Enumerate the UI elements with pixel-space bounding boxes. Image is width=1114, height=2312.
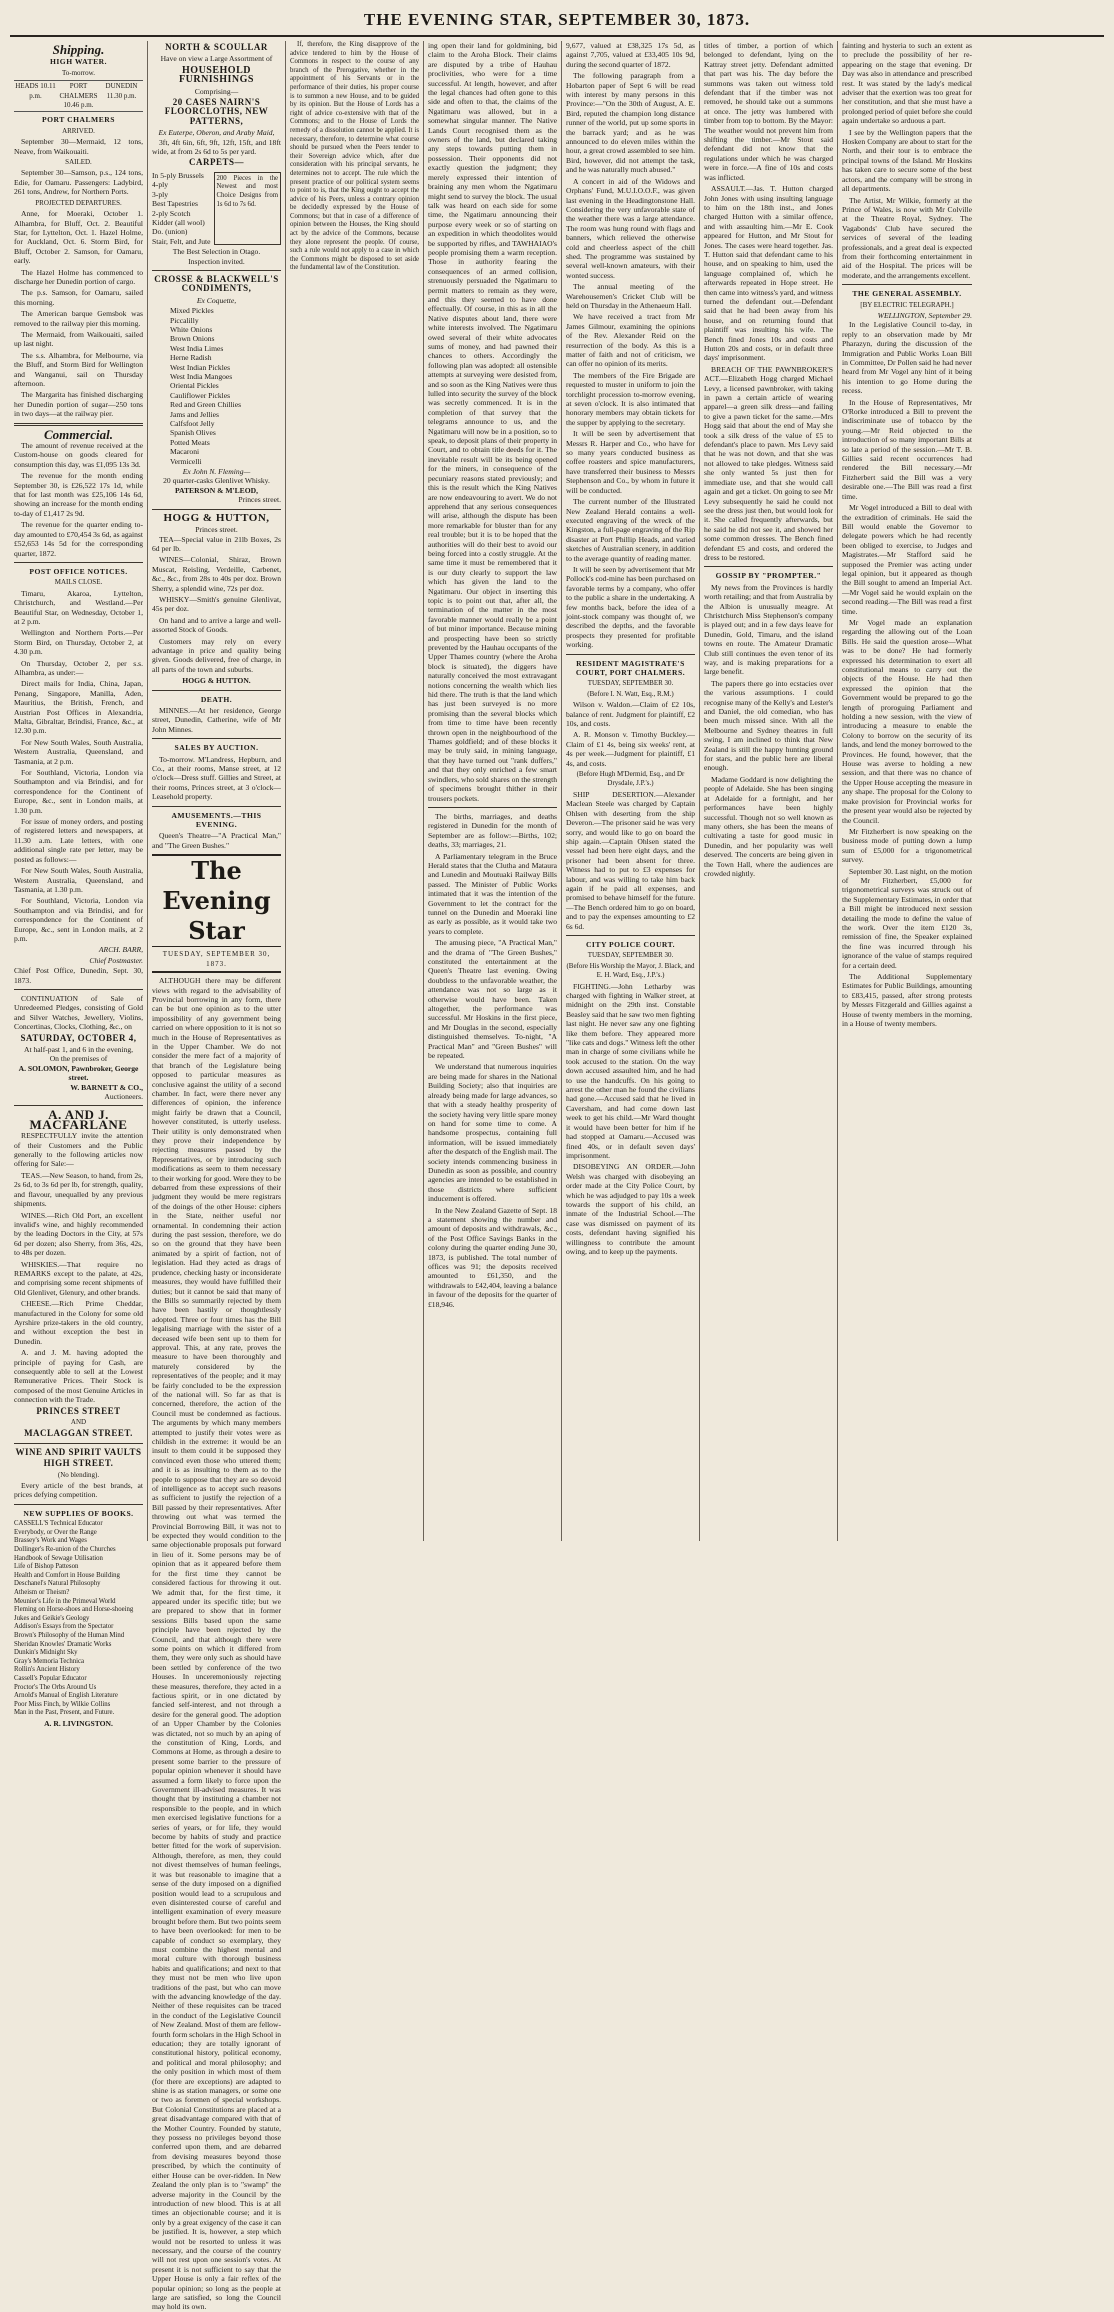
north-scoullar-intro: Have on view a Large Assortment of: [160, 54, 273, 64]
rm-court-para: A. R. Monson v. Timothy Buckley.—Claim of £1 4s, being six weeks' rent, at 4s per week.—Judgment for plaintiff, £1 4s, and costs.: [566, 730, 695, 768]
col5-para: We have received a tract from Mr James Gilmour, examining the opinions of the Rev. Alexander Reid on the resurrection of the body. As this is a matter of faith and not of criticism, we can offer no opinion of its merits.: [566, 312, 695, 369]
commercial-para: The amount of revenue received at the Custom-house on goods cleared for consumption this day, was £1,095 13s 3d.: [14, 441, 143, 469]
sale-location: A. SOLOMON, Pawnbroker, George street.: [18, 1063, 139, 1083]
amusements-heading: AMUSEMENTS.—THIS EVENING.: [171, 810, 262, 830]
assembly-para: Mr Vogel introduced a Bill to deal with the extradition of criminals. He said the Bill would enable the Governor to delegate powers which he had recently been obliged to exercise, to Judges and Magistrates.—Mr Stafford said he supposed the Premier was acting under legal opinion, but it appeared as though the Bill sought to amend an Imperial Act.—Mr Vogel said he would explain on the second reading.—The Bill was read a first time.: [842, 503, 972, 616]
gossip-para: My news from the Provinces is hardly worth retailing; and that from Australia by the Albion is unusually meagre. At Christchurch Miss Stephenson's company is played out; and in a few days leave for Dunedin, Gold, Timaru, and the island towns en route. The Amateur Dramatic Club still continues the even tenor of its way, and is making preparations for a large benefit.: [704, 582, 833, 677]
macfarlane-intro: RESPECTFULLY invite the attention of their Customers and the Public generally to the following articles now offering for Sale:—: [14, 1131, 143, 1169]
shipping-note: The s.s. Alhambra, for Melbourne, via the Bluff, and Storm Bird for Wellington and Wanganui, sail on Thursday afternoon.: [14, 350, 143, 388]
carpets-note: 200 Pieces in the Newest and most Choice Designs from 1s 6d to 7s 6d.: [214, 172, 282, 245]
gossip-para: Madame Goddard is now delighting the people of Adelaide. She has been singing at Adelaide for a fortnight, and her performances have been highly successful. Though not so well known as many others, she has been the means of cultivating a taste for good music in Dunedin, and her popularity was well deserved. The concerts are being given in the Town Hall, where the audiences are crowded nightly.: [704, 774, 833, 878]
commercial-heading: Commercial.: [44, 426, 113, 442]
book-item: Proctor's The Orbs Around Us: [14, 1683, 97, 1691]
col4-para: A Parliamentary telegram in the Bruce Herald states that the Clutha and Mataura and Lunedin and Moutuaki Railway Bills passed. The Minister of Public Works intimated that it was the intention of the Government to let the contract for the tunnel on the Dunedin and Moeraki line as early as possible, as it would take two years to complete.: [428, 851, 557, 936]
macfarlane-close: A. and J. M. having adopted the principle of paying for Cash, are consequently able to sell at the Lowest Remunerative Prices. Their Stock is composed of the most Genuine Articles in connection with the Trade.: [14, 1348, 143, 1405]
crosse-street: Princes street.: [238, 495, 281, 505]
macfarlane-item: WHISKIES.—That require no REMARKS except to the palate, at 42s, and comprising some recent shipments of Old Glenlivet, Glenury, and other brands.: [14, 1259, 143, 1297]
shipping-note: The Mermaid, from Waikouaiti, sailed up last night.: [14, 329, 143, 349]
macfarlane-item: TEAS.—New Season, to hand, from 2s, 2s 6d, to 3s 6d per lb, for strength, quality, and flavour, unequalled by any previous shipments.: [14, 1170, 143, 1209]
carpet-item: Stair, Felt, and Jute: [152, 236, 211, 246]
crosse-item: Vermicelli: [170, 456, 202, 466]
hogg-para: WHISKY—Smith's genuine Glenlivat, 45s per doz.: [152, 594, 281, 614]
post-para: Direct mails for India, China, Japan, Penang, Singapore, Manilla, Aden, Mauritius, the British, French, and Austrian Post Offices in Alexandria, Malta, Gibraltar, Brindisi, France, &c., at 12.30 p.m.: [14, 679, 143, 736]
divider: [152, 690, 281, 691]
book-item: Meunier's Life in the Primeval World: [14, 1597, 116, 1605]
book-item: Rollin's Ancient History: [14, 1666, 80, 1674]
crosse-list: [152, 306, 281, 466]
divider: [704, 566, 833, 567]
sailed-text: September 30—Samson, p.s., 124 tons, Edie, for Oamaru. Passengers: Ladybird, 261 tons, Andrew, for Northern Ports.: [14, 168, 143, 197]
macfarlane-item: CHEESE.—Rich Prime Cheddar, manufactured in the Colony for some old Ayrshire prize-takers in the old country, and without exception the best in Dunedin.: [14, 1299, 143, 1346]
commercial-para: The revenue for the month ending September 30, is £26,522 17s 1d, while that for last month was £25,106 14s 6d, showing an increase for the month ending to-day of £1,417 2s 9d.: [14, 471, 143, 518]
col4-para: We understand that numerous inquiries are being made for shares in the National Building Society; also that inquiries are already being made for large advances, so that with a steady healthy prosperity of the society having very little spare money on hand for some time to come. A handsome prospectus, containing full information, will be issued immediately after the despatch of the English mail. The society intends commencing business in Dunedin as soon as possible, and country agencies are intended to be established in those districts where sufficient inducement is offered.: [428, 1062, 557, 1204]
rm-court-before: (Before I. N. Watt, Esq., R.M.): [587, 689, 674, 698]
carpets-block: [152, 170, 281, 247]
carpet-item: 4-ply: [152, 180, 169, 190]
crosse-item: Mixed Pickles: [170, 306, 214, 316]
crosse-item: Spanish Olives: [170, 428, 216, 438]
gossip-heading: GOSSIP BY "PROMPTER.": [715, 571, 822, 581]
arrived-heading: ARRIVED.: [62, 126, 95, 135]
divider: [842, 284, 972, 285]
hogg-signature: HOGG & HUTTON.: [182, 676, 251, 686]
post-para: On Thursday, October 2, per s.s. Alhambra, as under:—: [14, 658, 143, 677]
rm-court-heading: RESIDENT MAGISTRATE'S COURT, PORT CHALMERS.: [575, 658, 686, 677]
book-item: Brassey's Work and Wages: [14, 1537, 87, 1545]
book-item: CASSELL'S Technical Educator: [14, 1520, 103, 1528]
auctioneer-role: Auctioneers.: [104, 1092, 143, 1102]
gossip-para: The papers there go into ecstacies over the various assumptions. I could recognise many of the Kelly's and Lester's and Daniel, the old comedian, who has been much missed since. With all the Melbourne and Sydney theatres in full swing, I am inclined to think that New Zealand is still the happy hunting ground for stars, and the public here are liberal enough.: [704, 678, 833, 773]
police-court-day: TUESDAY, SEPTEMBER 30.: [587, 951, 674, 960]
sizes-line: 3ft, 4ft 6in, 6ft, 9ft, 12ft, 15ft, and 18ft wide, at from 2s 6d to 5s per yard.: [152, 137, 281, 157]
book-item: Handbook of Sewage Utilisation: [14, 1554, 103, 1562]
evening-star-nameplate: The Evening Star: [152, 854, 281, 947]
floorcloths-line: 20 CASES NAIRN'S FLOORCLOTHS, NEW PATTERNS,: [164, 97, 269, 126]
projected-text: Anne, for Moeraki, October 1. Alhambra, for Bluff, Oct. 2. Beautiful Star, for Lyttelton, Oct. 1. Hazel Holme, for Auckland, Oct. 6. Storm Bird, for Bluff, October 2. Samson, for Oamaru, early.: [14, 209, 143, 266]
postmaster-name: ARCH. BARR,: [98, 945, 143, 955]
crosse-item: West India Limes: [170, 343, 224, 353]
divider: [14, 989, 143, 990]
rm-court-para: SHIP DESERTION.—Alexander Maclean Steele was charged by Captain Ohlsen with deserting from the ship Deveron.—The prisoner said he was very sorry, and would like to go on board the ship again.—Captain Ohlsen stated the vessel had been here eight days, and the prisoner had been absent for three. Witness had to put to £3 expenses for labour, and was willing to take him back again if he paid all expenses, and promised to behave himself for the future.—The Bench ordered him to go on board, and to pay the expenses amounting to £2 6s 6d.: [566, 789, 695, 931]
book-item: Brown's Philosophy of the Human Mind: [14, 1632, 125, 1639]
col5-para: The members of the Fire Brigade are requested to muster in uniform to join the torchlight procession to-morrow evening, at seven o'clock. It is also intimated that honorary members may obtain tickets for the supper by applying to the secretary.: [566, 370, 695, 427]
col4-para: ing open their land for goldmining, bid claim to the Aroha Block. Their claims are disputed by a tribe of Hauhau proclivities, who were for a time successful. At length, however, and after the legal chances had often gone to this side and often to that, the claims of the Ngatimaru was allowed, but in a somewhat singular manner. The Native Lands Court recognised them as the owners of the land, but declared taking any steps towards putting them in possession. Their opponents did not exactly question the judgment; they merely expressed their intention of braining any men whom the Ngatimaru might send to survey the block. The usual talk was heard on each side for some time, the Ngatimaru announcing their purpose every week or so of starting on an expedition in which theodolites would be supported by rifles, and TAWHAIAO's people promising them a warm reception. Those in authority fearing the consequences of an armed collision, strenuously persuaded the Ngatimaru to permit matters to remain as they were, and this they seemed to have done effectually. Of course, in this as in all the Native disputes about land, there were white interests involved. The Ngatimaru owed several of their white advocates sums of money, and had pawned their chances to others. Accordingly the following plan was adopted: all ostensible attempts at surveying were desisted from, and so soon as the King Natives were thus lulled into security the survey of the block was secretly commenced. It is in the completion of that survey that the telegrams announce to us, and the Ngatimaru will now be in a position, so to speak, to deposit plans of their property in Court, and to obtain title deeds for it. The inevitable result will be its being opened for the miners, in consequence of the pecuniary reasons stated previously; and this is the result which the King Natives are now endeavouring to avert. We do not apprehend that any serious consequences will arise, although the dispute has been more remarkable for bluster than for any real trouble; but it is to be hoped that the authorities will do their best to avoid our being forced into a costly struggle. At the same time it must be remembered that it is our duty clearly to support the law which has given the land to the Ngatimaru. Our object in inserting this topic is to point out that, after all, the termination of the matter in the most favorable manner would really be a point of but minor importance. Because mining and prospecting have been so strictly prevented by the Hauhau occupants of the Upper Thames country (where the Aroha block is situated), the diggers have naturally conceived the most extravagant notions concerning the wealth which lies hid there. The truth is that the land which has just been surveyed is no more promising than the several blocks which from time to time have been recently thrown open in the neighbourhood of the Thames goldfield; and of these blocks it may be truly said, in mining language, that they have turned out "rank duffers," and that they only enriched a few smart swindlers, who sold shares on the strength of specimens brought thither in their trousers pockets.: [428, 41, 557, 803]
sale-premises: On the premises of: [49, 1054, 108, 1064]
hogg-para: Customers may rely on every advantage in price and quality being given. Goods delivered, free of charge, in all parts of the town and suburbs.: [152, 636, 281, 674]
col6-para: ASSAULT.—Jas. T. Hutton charged John Jones with using insulting language to him on the 18th inst., and Jones charged Hutton with a similar offence, and with assaulting him.—Mr E. Cook appeared for Hutton, and Mr Stout for Jones. The cases were heard together. Jas. T. Hutton said that defendant came to his house, and on speaking to him, used the language complained of, which he afterwards repeated in Hope street. He then came into witness's yard, and witness turned the defendant out.—Defendant said that he had been away from his house, and on returning found that plaintiff was insulting his wife. The Bench fined Jones 10s and costs and Hutton 20s and costs, or in default three days' imprisonment.: [704, 184, 833, 363]
comprising-label: Comprising—: [194, 86, 239, 96]
carpet-item: Kidder (all wool): [152, 217, 205, 227]
column-4: [424, 41, 562, 1541]
column-6: [700, 41, 838, 1541]
princes-street: PRINCES STREET: [36, 1405, 121, 1416]
assembly-para: In the House of Representatives, Mr O'Rorke introduced a Bill to prevent the indiscriminate use of tobacco by the young.—Mr Reid objected to the introduction of so many important Bills at so late a period of the session.—Mr T. B. Gillies said recent occurrences had rendered the Bill necessary.—Mr Fitzherbert said the Bill was a very desirable one.—The Bill was read a first time.: [842, 397, 972, 501]
police-court-heading: CITY POLICE COURT.: [585, 939, 676, 949]
divider: [152, 270, 281, 271]
high-water-heading: HIGH WATER.: [49, 57, 108, 67]
post-para: For Southland, Victoria, London via Southampton and via Brindisi, and for correspondence for the Continent of Europe, &c., sent in London mails, at 1.30 p.m.: [14, 768, 143, 815]
postmaster-title: Chief Postmaster.: [89, 955, 143, 965]
household-furnishings: HOUSEHOLD FURNISHINGS: [179, 64, 254, 86]
tide-dunedin: DUNEDIN 11.30 p.m.: [105, 82, 138, 100]
divider: [14, 1504, 143, 1505]
book-item: Poor Miss Finch, by Wilkie Collins: [14, 1700, 111, 1708]
book-item: Cassell's Popular Educator: [14, 1674, 87, 1682]
divider: [152, 509, 281, 510]
hogg-street: Princes street.: [195, 525, 238, 535]
book-item: Health and Comfort in House Building: [14, 1571, 120, 1579]
post-para: Wellington and Northern Ports.—Per Storm Bird, on Thursday, October 2, at 4.30 p.m.: [14, 628, 143, 657]
post-para: For Southland, Victoria, London via Southampton and via Brindisi, and for correspondence for the Continent of Europe, &c., sent in London mails, at 2 p.m.: [14, 896, 143, 943]
col7-para: I see by the Wellington papers that the Hosken Company are about to start for the North, and their tour is to embrace the principal towns of the Island. Mr Hoskins has taken care to secure some of the best actors, and the company will be strong in all departments.: [842, 127, 972, 194]
post-para: For issue of money orders, and posting of registered letters and newspapers, at 11.30 a.m. Late letters, with one additional single rate per letter, may be posted as follows:—: [14, 817, 143, 864]
carpet-list: [152, 171, 214, 246]
assembly-para: Mr Fitzherbert is now speaking on the business mode of putting down a lump sum of £5,000 for a trigonometrical survey.: [842, 826, 972, 865]
book-item: Man in the Past, Present, and Future.: [14, 1709, 115, 1717]
assembly-subheading: [BY ELECTRIC TELEGRAPH.]: [860, 300, 954, 309]
crosse-title: CROSSE & BLACKWELL'S CONDIMENTS,: [154, 273, 279, 294]
post-office-place: Chief Post Office, Dunedin, Sept. 30, 1873.: [14, 966, 143, 985]
assembly-para: Mr Vogel made an explanation regarding the allowing out of the Loan Bills. He said the question arose—What was to be done? He had formerly expressed his determination to exert all constitutional means to carry out the objects of the House. He had then expressed the opinion that the Government would be prepared to go the length of proroguing Parliament and holding a new session, with the view of introducing a measure to enable the Colony to borrow on the security of its lands, and lend the money borrowed to the Provinces. He found, however, that the House was averse to holding a new session, and that there was no chance of the Upper House accepting the measure in any shape. The proposal for the Colony to make provision for Provincial works for the present year would also be rejected by the Council.: [842, 617, 972, 825]
wine-vaults-note: (No blending).: [57, 1470, 100, 1479]
post-office-heading: POST OFFICE NOTICES.: [29, 566, 128, 576]
book-item: Everybody, or Over the Range: [14, 1528, 97, 1536]
selection-line: The Best Selection in Otago.: [172, 247, 261, 257]
wine-vaults-street: HIGH STREET.: [43, 1458, 114, 1469]
macfarlane-title: A. AND J. MACFARLANE: [29, 1107, 128, 1132]
book-item: Dollinger's Re-union of the Churches: [14, 1546, 116, 1554]
leader-para: ALTHOUGH there may be different views with regard to the advisability of Provincial borrowing in any form, there can be but one opinion as to the utter impossibility of any government being carried on where opposition to it is not so much in the House of Representatives as in the Upper Chamber. We do not consider the mere fact of a majority of that branch of the Legislature being opposed to particular measures as conclusive against the utility of a second chamber. In fact, were there never any differences of opinion, the inference might fairly be drawn that a Council, however constituted, is utterly useless. Their utility is only demonstrated when they prove their independence by rejecting measures passed by the Representatives, or by introducing such modifications as seem to them necessary to their working for good. Were they to be debarred from these expressions of their judgment they would be mere registrars of the doings of the other House: ciphers in the State, neither useful nor ornamental. In condemning their action during the past session, therefore, we do so on the ground that they have been animated by a spirit of faction, not of legislation. Had they acted as drags of prudence, checking hasty or inconsiderate measures, they would have fulfilled their duties; but it cannot be said that many of the Bills so summarily rejected by them have been hastily or thoughtlessly adopted. Three or four times has the Bill legalising marriage with the sister of a deceased wife been sent up to them for approval. This, at any rate, proves the measure to have been thoroughly and maturely considered by the representatives of the people; and it may be fairly concluded to be the expression of the national will. So far as that is concerned, therefore, the action of the Council must be condemned as factious. The arguments by which many members attempted to justify their votes were as childish in the extreme: it would be an insult to them could it be supposed they convinced even those who uttered them; and it is as insulting to them as to the people to suppose that they are so devoid of intelligence as to accept such reasons as sufficient to justify the rejection of a Bill passed by their representatives. After throwing out what was termed the Provincial Borrowing Bill, it was not to be expected they would condition to the same objectionable proposals put forward in lieu of it. Some persons may be of opinion that as it appeared before them for the first time they cannot be considered factious for throwing it out. We admit that, for the first time, it appeared under its specific title; but we are prepared to show that in former sessions Bills based upon the same principle have been rejected by the Council, and that although there were some points on which it differed from them, they were only such as should have been settled by conference of the two Houses. In unceremoniously rejecting these measures, therefore, they acted in a factious spirit, or in one dictated by fancied self-interest, and not through a desire for the general good. The adoption of an Upper Chamber by the Colonies was dictated, not so much by an aping of the constitution of King, Lords, and Commons at Home, as through a desire to present some barrier to the pressure of popular opinion whenever it should have assumed a form likely to force upon the Government ill-advised measures. It was thought that by instituting a chamber not responsible to the people, and in which men exercised legislative functions for a series of years, or for life, they would become by habits of study and practice better fitted for the work of supervision. Although, therefore, as men, they could not divest themselves of human feelings, it was but reasonable to imagine that a sense of the duty imposed on a dignified position would lead to a scrupulous and even disinterested course of careful and intelligent examination of every measure brought before them. But two points seem to have been overlooked: for men to be capable of conduct so exemplary, they must combine the highest mental and moral culture with thorough business habits and qualifications; and next to that they must not be men who live upon traditions of the past, but who can move with the advancing knowledge of the day. Neither of these requisites can be traced in the conduct of the Legislative Council of New Zealand. Most of them are fellow-fourth form scholars in the High School in education; they are totally ignorant of constitutional history, political economy, and political and moral philosophy; and the only position in which most of them (for there are exceptions) are adapted to shine is as station managers, or some one or two as foremen of special workshops. But Colonial Constitutions are placed at a great disadvantage compared with that of the Mother Country. Founded by statute, they possess no privileges beyond those conferred upon them, and are debarred from devising measures beyond those prescribed, by which the continuity of either House can be over-ridden. In New Zealand the only plan is to "swamp" the adverse majority in the Council by the introduction of new blood. This is at all times an objectionable course; and it is only by a great exigency of the case it can be justified. It is, however, a step which would not be resorted to unless it was necessary, and the course of the country will not rest upon one session's votes. At present it is not sufficient to say that the Upper House is only a fair reflex of the popular opinion; so long as the people at large are satisfied, so long the Council may hold its own.: [152, 976, 281, 2312]
post-para: For New South Wales, South Australia, Western Australia, Queensland, and Tasmania, at 1.30 p.m.: [14, 866, 143, 894]
wine-vaults-title: WINE AND SPIRIT VAULTS: [15, 1446, 142, 1457]
col6-para: BREACH OF THE PAWNBROKER'S ACT.—Elizabeth Hogg charged Michael Levy, a licensed pawnbroker, with taking in pawn a certain article of wearing apparel—a green silk dress—and failing to give a pawn ticket for the same.—Mrs Hogg said that about the end of May she took a silk dress of the value of £5 to defendant's place to pawn. Mrs Levy said that he was not down, and that she was not allowed to take pledges. Witness said she only wanted 5s just then for immediate use, and that she would call again and get a ticket. On going to see Mr Levy subsequently he said he could not see the dress just then, but would look for it. She called frequently afterwards, but he said he did not see it, and showed her some common dresses. The Bench fined defendant £5 and costs, and ordered the dress to be restored.: [704, 364, 833, 562]
crosse-whisky: 20 quarter-casks Glenlivet Whisky.: [163, 476, 270, 486]
crosse-item: White Onions: [170, 324, 213, 334]
death-heading: DEATH.: [200, 694, 233, 704]
police-court-para: FIGHTING.—John Letharby was charged with fighting in Walker street, at midnight on the 29th inst. Constable Beasley said that he saw two men fighting last night. He never saw any one fighting like them before. They appeared more "like cats and dogs." Witness left the other man in charge of some civilians while he took accused to the station. On the way down accused assaulted him, and he had to use the handcuffs. On his going to arrest the other man he found the civilians had gone.—Accused said that he lived in Caversham, and had come down last week to get his child.—Mr Ward thought it would have been better for him if he had stopped at Oamaru.—Accused was fined 40s, or in default seven days' imprisonment.: [566, 981, 695, 1160]
column-7: [838, 41, 976, 1541]
tide-port-chalmers: PORT CHALMERS 10.46 p.m.: [59, 82, 98, 110]
tomorrow-label: To-morrow.: [61, 68, 96, 77]
assembly-para: September 30. Last night, on the motion of Mr Fitzherbert, £5,000 for trigonometrical surveys was struck out of the Supplementary Estimates, in order that a Bill might be introduced next session detailing the mode to define the value of the work. Over the item £120 3s, remission of fine, the Speaker explained the fine was incurred through his ignorance of the value of stamps required for a certain deed.: [842, 866, 972, 970]
assembly-para: The Additional Supplementary Estimates for Public Buildings, amounting to £83,415, passed, after strong protests by Messrs Fitzgerald and Gillies against a House of twenty members in the morning, in a House of twenty members.: [842, 972, 972, 1029]
column-1: [10, 41, 148, 1728]
books-heading: NEW SUPPLIES OF BOOKS.: [23, 1508, 134, 1518]
rm-court-para: (Before Hugh M'Dermid, Esq., and Dr Drysdale, J.P.'s.): [576, 770, 685, 788]
carpet-item: Best Tapestries: [152, 199, 198, 209]
book-item: Deschanel's Natural Philosophy: [14, 1580, 101, 1588]
wine-vaults-body: Every article of the best brands, at prices defying competition.: [14, 1481, 143, 1500]
divider: [14, 423, 143, 426]
sale-lead: CONTINUATION of Sale of Unredeemed Pledges, consisting of Gold and Silver Watches, Jewellery, Violins, Concertinas, Clocks, Clothing, &c., on: [14, 993, 143, 1032]
crosse-item: Red and Green Chillies: [170, 400, 242, 410]
book-item: Dunkin's Midnight Sky: [14, 1649, 78, 1657]
crosse-item: Piccalilly: [170, 315, 199, 325]
star-dateline: TUESDAY, SEPTEMBER 30, 1873.: [152, 949, 281, 973]
divider: [566, 935, 695, 936]
col5-para: The annual meeting of the Warehousemen's Cricket Club will be held on Thursday in the Athenaeum Hall.: [566, 282, 695, 310]
leader-extract: If, therefore, the King disapprove of the advice tendered to him by the House of Commons in respect to the course of any branch of the Prerogative, whether in the appointment of his Servants or in the performance of their duties, his proper course is to summon a new House, and to be guided by its opinion. But the House of Lords has a right of advice co-extensive with that of the Commons; and to the House of Lords the remedy of a dissolution cannot be applied. It is necessary, therefore, to determine what course should be pursued when the Peers tender to their Sovereign advice which, after due consideration with his principal servants, he determines not to accept. The rule which the present practice of our political system seems to point to is, that the King ought to accept the advice of his Peers, unless a contrary opinion be decidedly expressed by the House of Commons; but that in case of a difference of opinion between the Houses, the King should act by the advice of the Commons, because they alone represent the people. Of course, such a rule would not apply to a case in which the Commons might be disposed to set aside the fundamental law of the Constitution.: [290, 41, 419, 272]
sale-day: SATURDAY, OCTOBER 4,: [20, 1032, 137, 1043]
hogg-para: WINES—Colonial, Shiraz, Brown Muscat, Reisling, Verdeille, Carbenet, &c., &c., from 28s to 40s per doz. Brown Sherry, a splendid wine, 72s per doz.: [152, 555, 281, 593]
inspection-line: Inspection invited.: [188, 256, 245, 266]
crosse-ex2: Ex John N. Fleming—: [182, 467, 251, 477]
divider: [566, 654, 695, 655]
crosse-item: West Indian Pickles: [170, 362, 231, 372]
divider: [152, 738, 281, 739]
book-item: Addison's Essays from the Spectator: [14, 1623, 114, 1631]
col4-para: The births, marriages, and deaths registered in Dunedin for the month of September are as follow:—Births, 102; deaths, 33; marriages, 21.: [428, 811, 557, 850]
col7-para: The Artist, Mr Wilkie, formerly at the Prince of Wales, is now with Mr Colville at the Theatre Royal, Sydney. The Vagabonds' Club have secured the services of several of the leading professionals, and a great deal is expected from their forthcoming entertainment in aid of the Hospital. The prices will be moderate, and the arrangements excellent.: [842, 195, 972, 280]
commercial-para: The revenue for the quarter ending to-day amounted to £70,454 3s 6d, as against £52,653 14s 5d for the corresponding quarter, 1872.: [14, 520, 143, 558]
col6-para: titles of timber, a portion of which belonged to defendant, lying on the Kattray street jetty. Defendant admitted that part was his. The day before the summons was taken out witness told defendant that if the timber was not removed, he should take out a summons at once. The jetty was lumbered with timber from top to bottom. By the Mayor: The weather would not prevent him from shifting the timber.—Mr Stout said defendant did not know that the regulations under which he was charged were in force.—A fine of 10s and costs was inflicted.: [704, 41, 833, 182]
carpet-item: Do. (union): [152, 227, 188, 237]
tide-table: [14, 80, 143, 112]
divider: [428, 807, 557, 808]
divider: [14, 1105, 143, 1106]
col5-para: It will be seen by advertisement that Mr Pollock's cod-mine has been purchased on favorable terms by a company, who offer to the public a share in the undertaking. A few months back, before the idea of a joint-stock company was thought of, we described the depths, and the favorable prospects they presented for profitable working.: [566, 564, 695, 650]
divider: [152, 806, 281, 807]
divider: [14, 562, 143, 563]
amusements-text: Queen's Theatre—"A Practical Man," and "The Green Bushes.": [152, 831, 281, 850]
col5-para: It will be seen by advertisement that Messrs R. Harper and Co., who have for so many years conducted business as coffee roasters and spice manufacturers, have transferred their business to Messrs Stephenson and Co., by whom in future it will be conducted.: [566, 429, 695, 495]
post-para: Timaru, Akaroa, Lyttelton, Christchurch, and Westland.—Per Beautiful Star, on Wednesday, October 1, at 2 p.m.: [14, 588, 143, 626]
sailed-heading: SAILED.: [65, 158, 92, 167]
col7-para: fainting and hysteria to such an extent as to preclude the possibility of her re-appearing on the stage that evening. Dr Day was also in attendance and prescribed rest. It was stated by the lady's medical adviser that the exertion was too great for her constitution, and that she must have a prolonged period of quiet before she could again undertake so arduous a part.: [842, 41, 972, 126]
assembly-heading: THE GENERAL ASSEMBLY.: [852, 289, 962, 299]
shipping-note: The American barque Gemsbok was removed to the railway pier this morning.: [14, 309, 143, 328]
shipping-note: The Margarita has finished discharging her Dunedin portion of sugar—250 tons in two days—at the railway pier.: [14, 390, 143, 419]
port-heading: PORT CHALMERS: [42, 115, 115, 125]
princes-and: AND: [70, 1418, 87, 1427]
col4-para: In the New Zealand Gazette of Sept. 18 a statement showing the number and amount of deposits and withdrawals, &c., of the Post Office Savings Banks in the colony during the quarter ending June 30, 1873, is published. The total number of offices was 91; the deposits received amounted to £61,350, and the withdrawals to £42,404, leaving a balance in favour of the deposits for the quarter of £18,946.: [428, 1205, 557, 1309]
crosse-item: West India Mangoes: [170, 372, 233, 381]
book-item: Sheridan Knowles' Dramatic Works: [14, 1640, 112, 1648]
crosse-item: Brown Onions: [170, 334, 215, 344]
column-grid: [10, 41, 1104, 2312]
rm-court-day: TUESDAY, SEPTEMBER 30.: [587, 679, 674, 688]
auction-heading: SALES BY AUCTION.: [174, 743, 259, 753]
assembly-para: In the Legislative Council to-day, in reply to an observation made by Mr Pharazyn, during the discussion of the Immigration and Public Works Loan Bill in Committee, Dr Pollen said he had never heard from Mr Vogel any hint of it being his intention to go Home during the recess.: [842, 320, 972, 396]
shipping-heading: Shipping.: [52, 42, 105, 57]
crosse-item: Herne Radish: [170, 353, 212, 363]
rm-court-para: Wilson v. Waldon.—Claim of £2 10s, balance of rent. Judgment for plaintiff, £2 10s, and costs.: [566, 700, 695, 729]
hogg-para: On hand and to arrive a large and well-assorted Stock of Goods.: [152, 615, 281, 635]
macfarlane-item: WINES.—Rich Old Port, an excellent invalid's wine, and highly recommended by the leading Doctors in the City, at 57s 6d per dozen; also Sherry, from 36s, 42s, to 48s per dozen.: [14, 1210, 143, 1258]
col4-para: The amusing piece, "A Practical Man," and the drama of "The Green Bushes," constituted the entertainment at the Queen's Theatre last evening. Owing doubtless to the unfavorable weather, the attendance was not so large as it otherwise would have been. Taken altogether, the performance was successful. Mr Hoskins in the first piece, and Mr Douglas in the second, especially distinguished themselves. To-night, "A Practical Man" and "Green Bushes" will be repeated.: [428, 938, 557, 1061]
col5-para: The following paragraph from a Hobarton paper of Sept 6 will be read with interest by many persons in this Province:—"On the 30th of August, A. E. Bird, reputed the champion long distance runner of the world, put up some sports in the barrack yard; and as he was announced to do eleven miles within the hour, a great crowd assembled to see him. Bird, however, did not attempt the task, and he was naturally much abused.": [566, 71, 695, 175]
crosse-item: Oriental Pickles: [170, 381, 219, 391]
mails-close-heading: MAILS CLOSE.: [54, 578, 103, 587]
ships-line: Ex Euterpe, Oberon, and Araby Maid,: [158, 128, 275, 138]
carpet-item: In 5-ply Brussels: [152, 170, 204, 180]
book-item: Gray's Memoria Technica: [14, 1657, 85, 1665]
carpet-item: 2-ply Scotch: [152, 208, 191, 218]
police-court-para: DISOBEYING AN ORDER.—John Welsh was charged with disobeying an order made at the City Police Court, by which he was adjudged to pay 10s a week towards the support of his child, an inmate of the Industrial School.—The case was dismissed on payment of its costs, defendant having signified his willingness to contribute the amount owing, and to keep up the payments.: [566, 1162, 695, 1256]
column-2: [148, 41, 286, 2312]
column-5: [562, 41, 700, 1541]
hogg-title: HOGG & HUTTON,: [163, 511, 270, 524]
death-notice: MINNES.—At her residence, George street, Dunedin, Catherine, wife of Mr John Minnes.: [152, 706, 281, 734]
auctioneer-firm: W. BARNETT & CO.,: [70, 1082, 143, 1092]
sale-time: At half-past 1, and 6 in the evening,: [23, 1045, 134, 1054]
book-item: Arnold's Manual of English Literature: [14, 1692, 118, 1700]
divider: [14, 1443, 143, 1444]
book-list: [14, 1520, 143, 1718]
north-scoullar-title: NORTH & SCOULLAR: [165, 42, 268, 52]
shipping-note: The Hazel Holme has commenced to discharge her Dunedin portion of cargo.: [14, 267, 143, 286]
crosse-item: Calfsfoot Jelly: [170, 419, 215, 429]
col5-para: The current number of the Illustrated New Zealand Herald contains a well-executed engraving of the wreck of the Kingston, a full-page engraving of the Rip disaster at Port Phillip Heads, and varied sketches of Australian scenery, in addition to the average quantity of reading matter.: [566, 497, 695, 563]
arrived-text: September 30—Mermaid, 12 tons, Neave, from Waikouaiti.: [14, 137, 143, 156]
post-para: For New South Wales, South Australia, Western Australia, Queensland, and Tasmania, at 2 p.m.: [14, 737, 143, 766]
auction-text: To-morrow. M'Landress, Hepburn, and Co., at their rooms, Manse street, at 12 o'clock—Dress stuff. Gillies and Street, at their rooms, Princes street, at 3 o'clock—Leasehold property.: [152, 754, 281, 802]
page-masthead: THE EVENING STAR, SEPTEMBER 30, 1873.: [10, 6, 1104, 37]
crosse-item: Cauliflower Pickles: [170, 390, 231, 400]
book-item: Atheism or Theism?: [14, 1589, 70, 1597]
bookseller-signature: A. R. LIVINGSTON.: [44, 1718, 113, 1728]
carpets-heading: CARPETS—: [188, 157, 244, 168]
maclaggan-street: MACLAGGAN STREET.: [24, 1428, 133, 1439]
carpet-item: 3-ply: [152, 189, 169, 199]
col5-para: 9,677, valued at £38,325 17s 5d, as against 7,705, valued at £33,405 10s 9d, during the second quarter of 1872.: [566, 41, 695, 69]
assembly-dateline: WELLINGTON, September 29.: [877, 310, 972, 320]
book-item: Jukes and Geikie's Geology: [14, 1614, 90, 1622]
crosse-item: Jams and Jellies: [170, 409, 219, 419]
hogg-para: TEA—Special value in 21lb Boxes, 2s 6d per lb.: [152, 534, 281, 553]
tide-heads: HEADS 10.11 p.m.: [15, 82, 56, 100]
book-item: Fleming on Horse-shoes and Horse-shoeing: [14, 1606, 134, 1614]
crosse-item: Macaroni: [170, 447, 200, 457]
col5-para: A concert in aid of the Widows and Orphans' Fund, M.U.I.O.O.F., was given last evening in the Headingtonstone Hall. Considering the very unfavorable state of the weather there was a large attendance. The room was hung round with flags and banners, which relieved the otherwise cold and cheerless aspect of the chill shed. The programme was sustained by several well-known amateurs, with their wonted success.: [566, 176, 695, 280]
police-court-before: (Before His Worship the Mayor, J. Black, and E. H. Ward, Esq., J.P.'s.): [566, 961, 695, 980]
crosse-ex: Ex Coquette,: [196, 295, 237, 305]
book-item: Life of Bishop Patteson: [14, 1563, 79, 1571]
crosse-firm: PATERSON & M'LEOD,: [174, 485, 259, 495]
column-3: [286, 41, 424, 1541]
projected-heading: PROJECTED DEPARTURES.: [35, 198, 122, 207]
crosse-item: Potted Meats: [170, 437, 210, 447]
shipping-note: The p.s. Samson, for Oamaru, sailed this morning.: [14, 288, 143, 307]
